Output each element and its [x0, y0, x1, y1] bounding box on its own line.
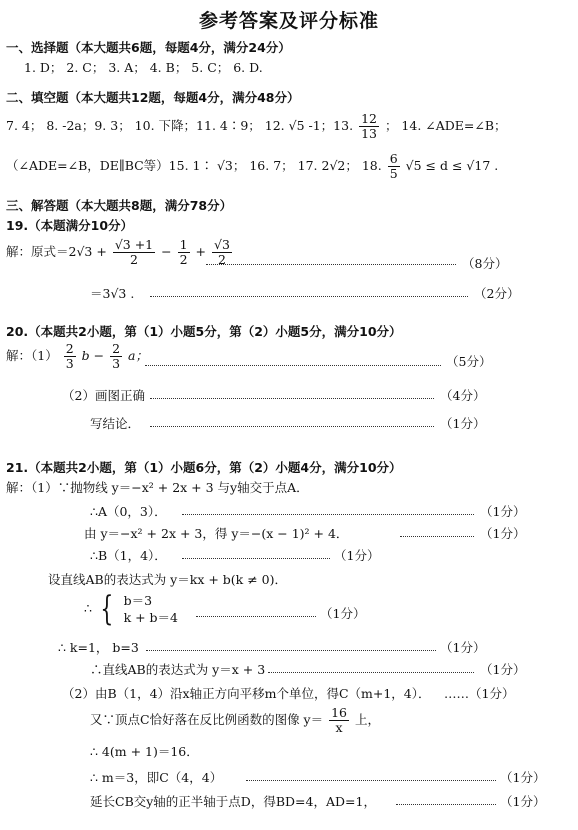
q21-line-13: 延长CB交y轴的正半轴于点D，得BD=4，AD=1， — [90, 794, 376, 809]
fraction-6-5 — [388, 152, 400, 181]
fraction-numerator: √3 +1 — [114, 237, 154, 252]
fraction-denominator: x — [335, 720, 343, 735]
choice-answers: 1. D； 2. C； 3. A； 4. B； 5. C； 6. D. — [24, 60, 263, 75]
q21-line-9: （2）由B（1，4）沿x轴正方向平移m个单位，得C（m+1，4）． — [62, 686, 431, 701]
q21-line-4: ∴B（1，4）． — [90, 548, 167, 563]
q19-line-1 — [6, 238, 234, 267]
leader-dots — [206, 264, 456, 265]
q21-line-1: 解：（1）∵抛物线 y＝−x² + 2x + 3 与y轴交于点A． — [6, 480, 309, 495]
q21-score-8: （1分） — [480, 662, 526, 677]
q21-fraction-16-x — [329, 706, 349, 735]
q19-minus: − — [161, 244, 172, 259]
fraction-denominator: 3 — [112, 356, 121, 371]
q21-score-6: （1分） — [320, 606, 366, 621]
equation-2: k + b＝4 — [123, 610, 179, 625]
q20-vector-a: a； — [128, 348, 148, 363]
q21-line-11: ∴ 4(m + 1)＝16． — [90, 744, 199, 759]
leader-dots — [396, 804, 496, 805]
q21-score-3: （1分） — [480, 526, 526, 541]
leader-dots — [146, 650, 436, 651]
q21-system-line — [84, 589, 179, 629]
fraction-denominator: 3 — [65, 356, 74, 371]
fill-line1-text-a: 7. 4； 8. -2a；9. 3； 10. 下降；11. 4∶9； 12. √5 -1；13. — [6, 118, 354, 133]
q21-score-7: （1分） — [440, 640, 486, 655]
fraction-numerator: 2 — [65, 341, 74, 356]
equation-system — [124, 592, 178, 626]
leader-dots — [196, 616, 316, 617]
q21-line-2: ∴A（0，3）． — [90, 504, 167, 519]
equation-1: b＝3 — [123, 593, 153, 608]
fraction-numerator: 12 — [361, 111, 377, 126]
leader-dots — [400, 536, 474, 537]
q19-score-2: （2分） — [474, 286, 520, 301]
q20-line-2: （2）画图正确 — [62, 388, 145, 403]
fraction-denominator: 5 — [389, 166, 398, 181]
q19-fraction-3 — [212, 238, 232, 267]
q21-line10-prefix: 又∵顶点C恰好落在反比例函数的图像 y＝ — [90, 712, 324, 727]
section-solve-heading: 三、解答题（本大题共8题，满分78分） — [6, 198, 233, 213]
q21-score-12: （1分） — [500, 770, 546, 785]
q21-line-12: ∴ m＝3，即C（4，4） — [90, 770, 223, 785]
q20-score-2: （4分） — [440, 388, 486, 403]
therefore-symbol: ∴ — [84, 600, 92, 616]
q19-fraction-2 — [178, 238, 190, 267]
fraction-denominator: 13 — [361, 126, 377, 141]
left-brace-icon: { — [100, 589, 114, 629]
q21-line-10 — [90, 706, 380, 735]
leader-dots — [150, 398, 434, 399]
leader-dots — [182, 514, 474, 515]
q20-line-1 — [6, 342, 148, 371]
leader-dots — [150, 426, 434, 427]
page-title: 参考答案及评分标准 — [198, 10, 379, 32]
fraction-numerator: 6 — [389, 151, 398, 166]
q21-score-4: （1分） — [334, 548, 380, 563]
fill-line1-text-b: ； 14. ∠ADE=∠B； — [384, 118, 507, 133]
q20-heading: 20.（本题共2小题，第（1）小题5分，第（2）小题5分，满分10分） — [6, 324, 402, 339]
q19-line1-prefix: 解：原式＝2√3 + — [6, 244, 107, 259]
q19-plus: + — [195, 244, 207, 259]
q21-line10-suffix: 上， — [354, 712, 380, 727]
q20-vector-b: b − — [81, 348, 105, 363]
fraction-denominator: 2 — [217, 252, 226, 267]
fraction-12-13 — [359, 112, 379, 141]
fill-answers-line-1 — [6, 112, 507, 141]
fraction-denominator: 2 — [179, 252, 188, 267]
q20-line-3: 写结论． — [90, 416, 141, 431]
leader-dots — [145, 365, 441, 366]
fraction-numerator: 2 — [112, 341, 121, 356]
q21-line-3: 由 y＝−x² + 2x + 3，得 y＝−(x − 1)² + 4． — [84, 526, 349, 541]
q20-score-3: （1分） — [440, 416, 486, 431]
fraction-numerator: 1 — [179, 237, 188, 252]
fill-line2-text-b: √5 ≤ d ≤ √17 . — [405, 158, 499, 173]
q20-fraction-1 — [64, 342, 76, 371]
q19-line-2: ＝3√3 . — [90, 286, 135, 301]
q21-heading: 21.（本题共2小题，第（1）小题6分，第（2）小题4分，满分10分） — [6, 460, 402, 475]
q21-score-9: ……（1分） — [444, 686, 515, 701]
q20-score-1: （5分） — [446, 354, 492, 369]
fraction-numerator: √3 — [214, 237, 230, 252]
leader-dots — [150, 296, 468, 297]
q21-line-8: ∴直线AB的表达式为 y＝x + 3 — [90, 662, 266, 677]
leader-dots — [246, 780, 496, 781]
q19-heading: 19.（本题满分10分） — [6, 218, 134, 233]
fraction-denominator: 2 — [130, 252, 138, 267]
q21-score-2: （1分） — [480, 504, 526, 519]
fill-line2-text-a: （∠ADE=∠B，DE∥BC等）15. 1∶ √3； 16. 7； 17. 2√2； 18. — [6, 158, 382, 173]
fraction-numerator: 16 — [331, 705, 347, 720]
leader-dots — [268, 672, 474, 673]
q19-score-1: （8分） — [462, 256, 508, 271]
q21-line-7: ∴ k=1， b=3 — [58, 640, 139, 655]
q21-score-13: （1分） — [500, 794, 546, 809]
q20-line1-prefix: 解：（1） — [6, 348, 58, 363]
q20-fraction-2 — [110, 342, 122, 371]
q19-fraction-1 — [113, 238, 155, 267]
section-fill-heading: 二、填空题（本大题共12题，每题4分，满分48分） — [6, 90, 300, 105]
fill-answers-line-2 — [6, 152, 498, 181]
leader-dots — [182, 558, 330, 559]
q21-line-5: 设直线AB的表达式为 y＝kx + b(k ≠ 0)． — [48, 572, 287, 587]
section-choice-heading: 一、选择题（本大题共6题，每题4分，满分24分） — [6, 40, 291, 55]
